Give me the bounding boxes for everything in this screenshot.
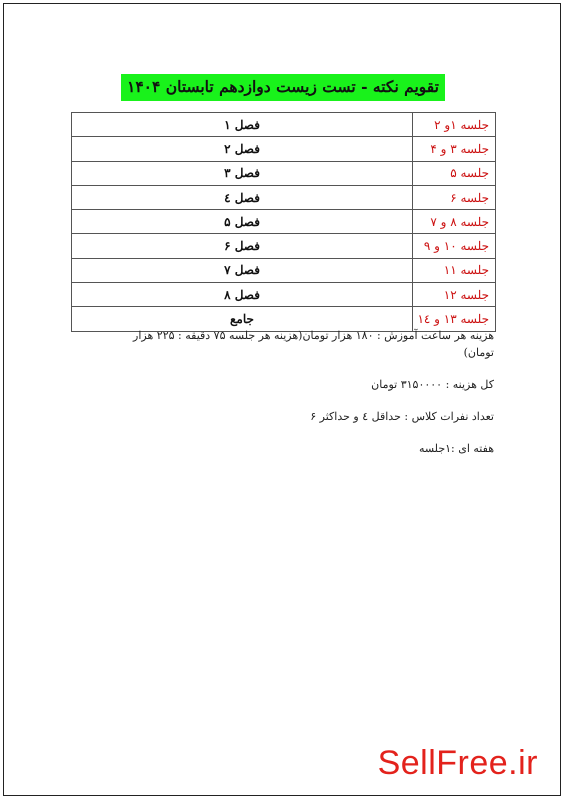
class-size-text: تعداد نفرات کلاس : حداقل ٤ و حداکثر ۶: [310, 410, 494, 423]
table-row: [72, 283, 496, 307]
session-cell: جلسه ۸ و ۷: [413, 210, 496, 234]
schedule-table-body: [72, 113, 496, 332]
chapter-cell: فصل ۶: [72, 234, 413, 258]
table-row: [72, 161, 496, 185]
chapter-cell: فصل ۲: [72, 137, 413, 161]
session-cell: جلسه ۶: [413, 185, 496, 209]
table-row: [72, 258, 496, 282]
cost-per-hour-text: هزینه هر ساعت آموزش : ۱۸۰ هزار تومان(هزینه هر جلسه ۷۵ دقیقه : ۲۲۵ هزار: [133, 329, 494, 342]
weekly-sessions-text: هفته ای :۱جلسه: [418, 442, 494, 455]
table-row: [72, 307, 496, 331]
chapter-cell: فصل ۸: [72, 283, 413, 307]
chapter-cell: فصل ۵: [72, 210, 413, 234]
table-row: [72, 137, 496, 161]
total-cost-text: کل هزینه : ۳۱۵۰۰۰۰ تومان: [371, 378, 494, 391]
session-cell: جلسه ۳ و ۴: [413, 137, 496, 161]
table-row: [72, 234, 496, 258]
table-row: [72, 113, 496, 137]
title-wrapper: [0, 74, 566, 101]
chapter-cell: فصل ۳: [72, 161, 413, 185]
table-row: [72, 210, 496, 234]
session-cell: جلسه ۱۰ و ۹: [413, 234, 496, 258]
session-cell: جلسه ۱۲: [413, 283, 496, 307]
chapter-cell: جامع: [72, 307, 413, 331]
table-row: [72, 185, 496, 209]
chapter-cell: فصل ۱: [72, 113, 413, 137]
session-cell: جلسه ۱و ۲: [413, 113, 496, 137]
chapter-cell: فصل ٤: [72, 185, 413, 209]
watermark-logo: SellFree.ir: [377, 744, 538, 782]
document-title: تقویم نکته - تست زیست دوازدهم تابستان ۱۴۰۴: [121, 74, 445, 101]
cost-per-hour-continued-text: تومان): [463, 346, 494, 359]
session-cell: جلسه ۱۳ و ۱٤: [413, 307, 496, 331]
chapter-cell: فصل ۷: [72, 258, 413, 282]
session-cell: جلسه ۱۱: [413, 258, 496, 282]
schedule-table: [71, 112, 496, 332]
session-cell: جلسه ۵: [413, 161, 496, 185]
notes-section: [74, 329, 494, 456]
